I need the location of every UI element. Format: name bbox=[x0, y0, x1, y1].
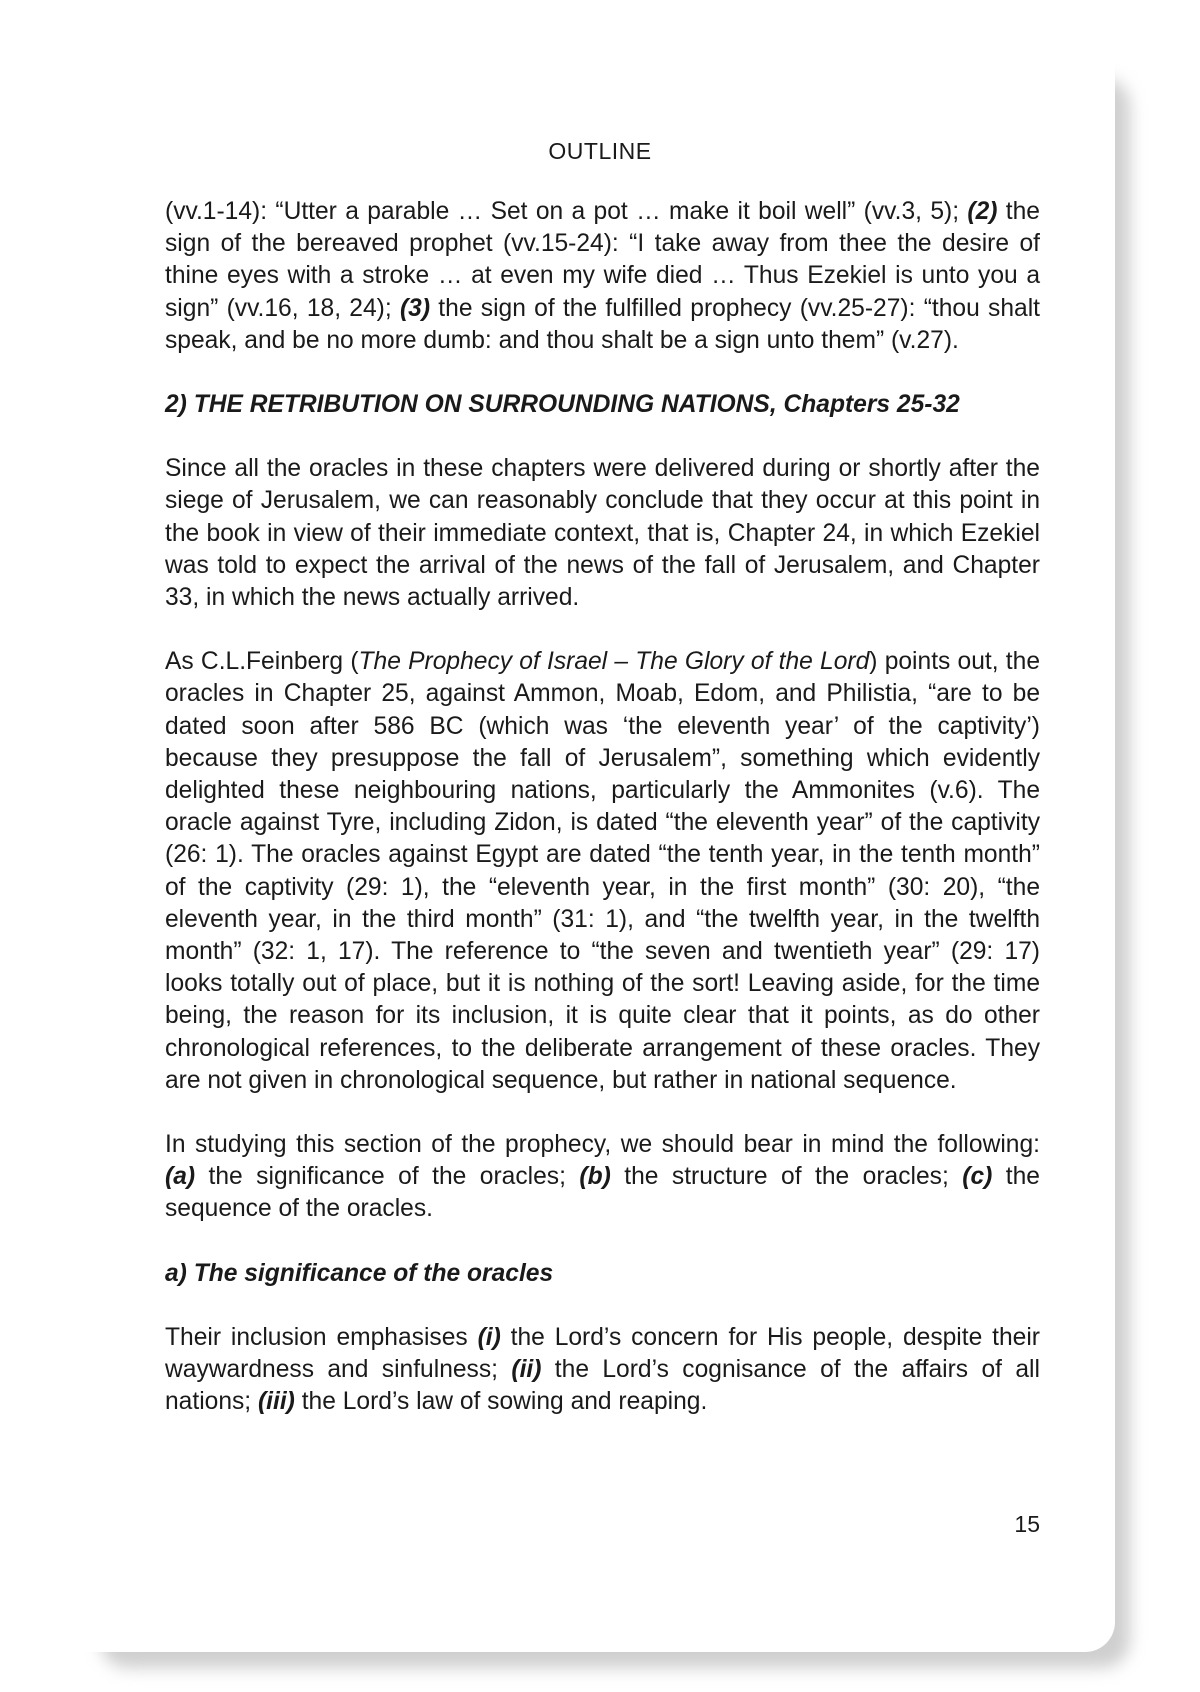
text-run: the Lord’s cognisance of the affairs of all nations; bbox=[165, 1356, 1040, 1416]
text-run: ) points out, the oracles in Chapter 25, against Ammon, Moab, Edom, and Philistia, “are to be dated soon after 586 BC (which was ‘the eleventh year’ of the captivity’) because they presuppose the fall of Jerusalem”, something which evidently delighted these neighbouring nations, particularly the Ammonites (v.6). The oracle against Tyre, including Zidon, is dated “the eleventh year” of the captivity (26: 1). The oracles against Egypt are dated “the tenth year, in the tenth month” of the captivity (29: 1), the “eleventh year, in the first month” (30: 20), “the eleventh year, in the third month” (31: 1), and “the twelfth year, in the twelfth month” (32: 1, 17). The reference to “the seven and twentieth year” (29: 17) looks totally out of place, but it is nothing of the sort! Leaving aside, for the time being, the reason for its inclusion, it is quite clear that it points, as do other chronological references, to the deliberate arrangement of these oracles. They are not given in chronological sequence, but rather in national sequence. bbox=[165, 648, 1040, 1094]
list-marker: (b) bbox=[579, 1163, 611, 1191]
paragraph-context: Since all the oracles in these chapters were delivered during or shortly after the siege of Jerusalem, we can reasonably conclude that they occur at this point in the book in view of their immediate context, that is, Chapter 24, in which Ezekiel was told to expect the arrival of the news of the fall of Jerusalem, and Chapter 33, in which the news actually arrived. bbox=[165, 455, 1040, 612]
list-marker: (c) bbox=[962, 1163, 993, 1191]
text-run: As C.L.Feinberg ( bbox=[165, 648, 359, 676]
text-run: the Lord’s concern for His people, despite their waywardness and sinfulness; bbox=[165, 1323, 1040, 1384]
text-run: the Lord’s law of sowing and reaping. bbox=[294, 1388, 708, 1416]
list-marker: (a) bbox=[165, 1163, 196, 1191]
list-marker: (3) bbox=[399, 294, 431, 322]
paragraph-study-points bbox=[165, 1129, 1040, 1226]
running-head: OUTLINE bbox=[548, 138, 652, 164]
subsection-heading: a) The significance of the oracles bbox=[165, 1259, 554, 1287]
list-marker: (i) bbox=[477, 1323, 501, 1351]
paragraph-significance bbox=[165, 1322, 1040, 1419]
text-run: the structure of the oracles; bbox=[610, 1163, 963, 1191]
text-run: Their inclusion emphasises bbox=[165, 1323, 478, 1351]
text-run: (vv.1-14): “Utter a parable … Set on a pot … make it boil well” (vv.3, 5); bbox=[165, 198, 968, 225]
text-run: the sign of the fulfilled prophecy (vv.25-27): “thou shalt speak, and be no more dumb: and thou shalt be a sign unto them” (v.27). bbox=[165, 294, 1040, 354]
page-body bbox=[165, 196, 1040, 1451]
section-heading: 2) THE RETRIBUTION ON SURROUNDING NATIONS, Chapters 25-32 bbox=[165, 391, 960, 419]
text-run: the sequence of the oracles. bbox=[165, 1163, 1040, 1223]
text-run: the sign of the bereaved prophet (vv.15-24): “I take away from thee the desire of thine eyes with a stroke … at even my wife died … Thus Ezekiel is unto you a sign” (vv.16, 18, 24); bbox=[165, 198, 1040, 322]
list-marker: (iii) bbox=[257, 1388, 295, 1416]
text-run: the significance of the oracles; bbox=[195, 1163, 580, 1191]
paragraph-signs bbox=[165, 196, 1040, 357]
list-marker: (ii) bbox=[511, 1356, 542, 1384]
list-marker: (2) bbox=[967, 198, 998, 225]
paragraph-feinberg bbox=[165, 646, 1040, 1097]
text-run: In studying this section of the prophecy, we should bear in mind the following: bbox=[165, 1131, 1040, 1159]
page-number: 15 bbox=[1014, 1511, 1040, 1537]
book-title: The Prophecy of Israel – The Glory of the Lord bbox=[358, 648, 870, 676]
